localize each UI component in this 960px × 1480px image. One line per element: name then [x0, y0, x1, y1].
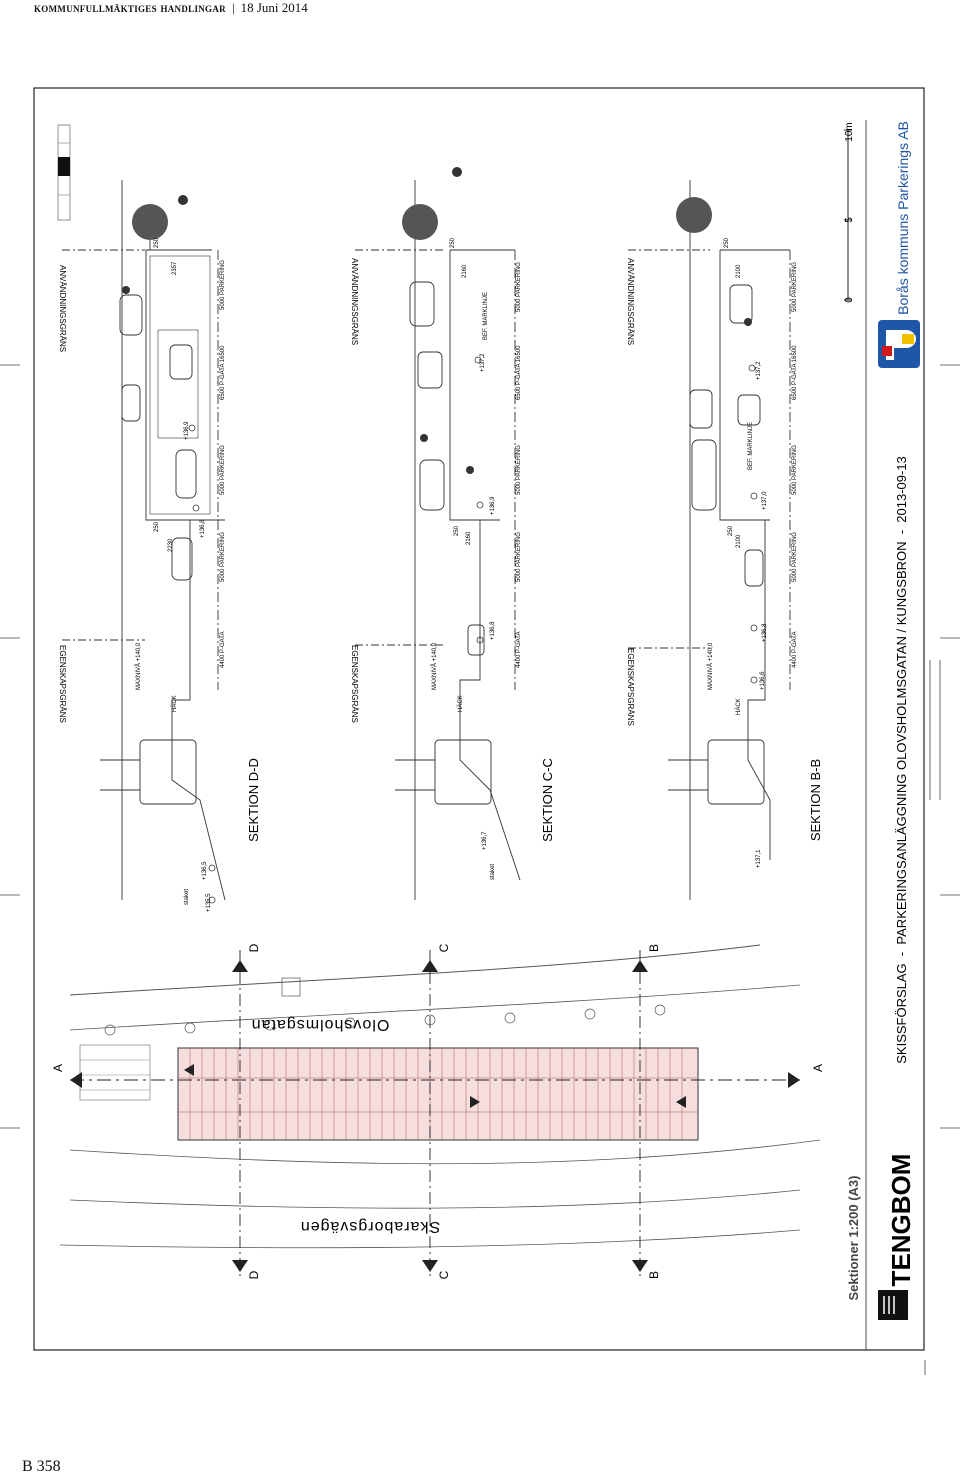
section-d-dim: 250	[154, 521, 160, 532]
header-date: 18 Juni 2014	[240, 0, 308, 15]
section-d-lane: 5000 PARKERING	[220, 260, 226, 310]
section-marker-d: D	[247, 943, 261, 953]
scalebar-label: 0	[844, 297, 855, 303]
section-c-level: +136,7	[482, 831, 488, 850]
section-marker-b: B	[647, 943, 661, 953]
architect-name: TENGBOM	[886, 1153, 916, 1287]
scalebar-label: 10m	[844, 122, 855, 142]
section-marker-a: A	[811, 1063, 825, 1073]
crop-marks	[0, 365, 960, 1375]
section-d-lane: 5000 PARKERING	[220, 445, 226, 495]
section-b-dim: 2100	[736, 264, 742, 278]
section-c-dim: 2160	[462, 264, 468, 278]
section-c-boundary-right: EGENSKAPSGRÄNS	[350, 645, 359, 723]
section-b-lane: 5000 PARKERING	[792, 532, 798, 582]
street-name-1: Olovsholmsgatan	[250, 1016, 390, 1033]
section-c-boundary-left: ANVÄNDNINGSGRÄNS	[350, 258, 359, 346]
section-b-lane: 4400 P-GATA	[792, 631, 798, 668]
section-b-level: +137,1	[756, 849, 762, 868]
section-c-lane: 4400 P-GATA	[516, 631, 522, 668]
section-b-hedge: HÄCK	[736, 698, 742, 715]
section-b-b-drawing	[628, 180, 790, 900]
section-c-lane: 5000 PARKERING	[516, 445, 522, 495]
section-d-boundary-right: EGENSKAPSGRÄNS	[58, 645, 67, 723]
section-c-dim: 2160	[466, 531, 472, 545]
scalebar	[844, 130, 852, 300]
section-c-level: +136,8	[490, 621, 496, 640]
section-d-boundary-left: ANVÄNDNINGSGRÄNS	[58, 265, 67, 353]
parking-deck-footprint	[178, 1048, 698, 1140]
client-name: Borås kommuns Parkerings AB	[895, 121, 911, 315]
section-b-lane: 5000 PARKERING	[792, 445, 798, 495]
architect-logo-mark	[878, 1290, 908, 1320]
section-marker-c: C	[437, 943, 451, 953]
project-title: SKISSFÖRSLAG - PARKERINGSANLÄGGNING OLOVSHOLMSGATAN / KUNGSBRON - 2013-09-13	[894, 456, 909, 1064]
scale-label: Sektioner 1:200 (A3)	[846, 1175, 861, 1301]
section-d-title: SEKTION D-D	[246, 758, 261, 842]
section-c-lane: 5000 PARKERING	[516, 532, 522, 582]
client-logo	[878, 320, 920, 368]
section-d-level: +136,8	[200, 519, 206, 538]
section-b-dim: 250	[724, 237, 730, 248]
section-d-dim: 2230	[168, 538, 174, 552]
section-b-title: SEKTION B-B	[808, 758, 823, 842]
section-c-dim: 250	[450, 237, 456, 248]
sheet-frame	[34, 88, 924, 1350]
section-c-c-drawing	[355, 167, 520, 900]
section-d-max-level: MAXNIVÅ +140,0	[136, 642, 142, 690]
section-d-fence: staket	[184, 888, 190, 905]
section-c-max-level: MAXNIVÅ +140,0	[432, 642, 438, 690]
street-name-2: Skaraborgsvägen	[299, 1218, 441, 1235]
section-c-lane: 5000 PARKERING	[516, 262, 522, 312]
section-c-lane: 6500 P-GATA 16500	[516, 345, 522, 400]
section-c-level: +137,2	[480, 353, 486, 372]
section-c-marking: BEF. MARKLINJE	[483, 291, 489, 340]
section-b-dim: 250	[728, 525, 734, 536]
section-b-level: +137,2	[756, 361, 762, 380]
legend-boxes	[58, 125, 70, 220]
section-d-lane: 5000 PARKERING	[220, 532, 226, 582]
section-marker-b: B	[647, 1270, 661, 1280]
section-d-lane: 4400 P-GATA	[220, 631, 226, 668]
section-d-level: +135,5	[206, 893, 212, 912]
section-c-fence: staket	[490, 863, 496, 880]
header-kicker: kommunfullmäktiges handlingar	[34, 0, 226, 15]
header-separator: |	[231, 0, 235, 15]
page-number: B 358	[22, 1458, 61, 1475]
section-marker-a: A	[51, 1063, 65, 1073]
section-d-dim: 250	[154, 237, 160, 248]
section-d-dim: 2357	[172, 261, 178, 275]
section-b-level: +136,8	[762, 623, 768, 642]
section-b-max-level: MAXNIVÅ +140,0	[708, 642, 714, 690]
scalebar-label: 5	[844, 217, 855, 223]
section-b-boundary-right: EGENSKAPSGRÄNS	[626, 648, 635, 726]
section-marker-d: D	[247, 1270, 261, 1280]
section-c-title: SEKTION C-C	[540, 758, 555, 842]
section-b-level: +136,6	[760, 671, 766, 690]
section-d-level: +136,9	[184, 421, 190, 440]
stair-hatch	[80, 1045, 150, 1100]
section-marker-c: C	[437, 1270, 451, 1280]
section-d-level: +136,5	[202, 861, 208, 880]
section-c-level: +136,9	[490, 496, 496, 515]
section-b-boundary-left: ANVÄNDNINGSGRÄNS	[626, 258, 635, 346]
section-d-d-drawing	[62, 180, 225, 903]
section-b-marking: BEF. MARKLINJE	[748, 421, 754, 470]
section-b-lane: 5000 PARKERING	[792, 262, 798, 312]
section-b-level: +137,0	[762, 491, 768, 510]
section-d-lane: 6500 P-GATA 16500	[220, 345, 226, 400]
section-d-hedge: HÄCK	[172, 695, 178, 712]
section-c-hedge: HÄCK	[458, 695, 464, 712]
section-b-dim: 2100	[736, 534, 742, 548]
section-b-lane: 6500 P-GATA 16500	[792, 345, 798, 400]
section-c-dim: 250	[454, 525, 460, 536]
